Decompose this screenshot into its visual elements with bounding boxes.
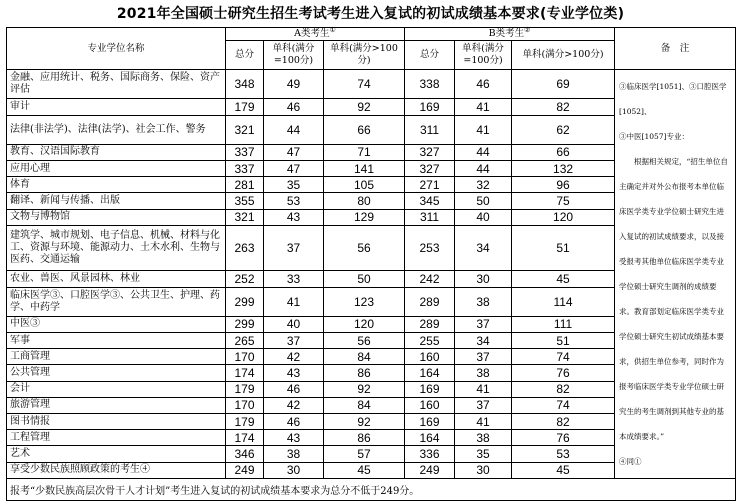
b-sgt100-cell: 66 <box>512 144 615 160</box>
notes-line-2: ③中医[1057]专业： <box>619 132 689 141</box>
a-s100-cell: 43 <box>264 430 324 446</box>
a-sgt100-cell: 74 <box>324 70 405 99</box>
a-total-cell: 355 <box>226 193 264 209</box>
subject-name-cell: 中医③ <box>7 316 226 332</box>
b-total-cell: 169 <box>405 99 455 115</box>
b-total-cell: 289 <box>405 316 455 332</box>
a-s100-cell: 37 <box>264 333 324 349</box>
b-sgt100-cell: 75 <box>512 193 615 209</box>
a-total-cell: 337 <box>226 144 264 160</box>
a-total-cell: 179 <box>226 99 264 115</box>
a-sgt100-cell: 84 <box>324 397 405 413</box>
b-total-cell: 164 <box>405 430 455 446</box>
a-sgt100-cell: 141 <box>324 161 405 177</box>
a-total-cell: 263 <box>226 225 264 271</box>
a-sgt100-cell: 129 <box>324 209 405 225</box>
a-sgt100-cell: 105 <box>324 177 405 193</box>
a-sgt100-cell: 66 <box>324 115 405 144</box>
a-s100-cell: 47 <box>264 161 324 177</box>
subject-name-cell: 审计 <box>7 99 226 115</box>
a-s100-cell: 43 <box>264 209 324 225</box>
a-total-cell: 321 <box>226 209 264 225</box>
b-s100-cell: 41 <box>455 414 512 430</box>
b-total-cell: 311 <box>405 115 455 144</box>
subject-name-cell: 翻译、新闻与传播、出版 <box>7 193 226 209</box>
header-a-single-gt100: 单科(满分>100分) <box>324 41 405 70</box>
b-total-cell: 271 <box>405 177 455 193</box>
subject-name-cell: 图书情报 <box>7 414 226 430</box>
a-s100-cell: 33 <box>264 271 324 287</box>
a-total-cell: 337 <box>226 161 264 177</box>
b-s100-cell: 40 <box>455 209 512 225</box>
b-sgt100-cell: 69 <box>512 70 615 99</box>
a-sgt100-cell: 92 <box>324 99 405 115</box>
b-sgt100-cell: 53 <box>512 446 615 462</box>
a-sgt100-cell: 56 <box>324 225 405 271</box>
b-s100-cell: 35 <box>455 446 512 462</box>
header-a-single-100: 单科(满分=100分) <box>264 41 324 70</box>
a-sgt100-cell: 45 <box>324 462 405 478</box>
a-sgt100-cell: 123 <box>324 287 405 316</box>
b-total-cell: 327 <box>405 144 455 160</box>
subject-name-cell: 金融、应用统计、税务、国际商务、保险、资产评估 <box>7 70 226 99</box>
b-total-cell: 242 <box>405 271 455 287</box>
b-total-cell: 160 <box>405 349 455 365</box>
a-s100-cell: 37 <box>264 225 324 271</box>
a-sgt100-cell: 84 <box>324 349 405 365</box>
a-sgt100-cell: 92 <box>324 414 405 430</box>
b-sgt100-cell: 82 <box>512 381 615 397</box>
b-s100-cell: 34 <box>455 225 512 271</box>
b-total-cell: 169 <box>405 381 455 397</box>
subject-name-cell: 农业、兽医、风景园林、林业 <box>7 271 226 287</box>
b-sgt100-cell: 120 <box>512 209 615 225</box>
b-sgt100-cell: 51 <box>512 333 615 349</box>
a-s100-cell: 35 <box>264 177 324 193</box>
b-s100-cell: 37 <box>455 397 512 413</box>
b-s100-cell: 41 <box>455 99 512 115</box>
b-total-cell: 327 <box>405 161 455 177</box>
subject-name-cell: 法律(非法学)、法律(法学)、社会工作、警务 <box>7 115 226 144</box>
b-total-cell: 160 <box>405 397 455 413</box>
a-s100-cell: 40 <box>264 316 324 332</box>
b-sgt100-cell: 76 <box>512 430 615 446</box>
a-total-cell: 179 <box>226 381 264 397</box>
subject-name-cell: 工程管理 <box>7 430 226 446</box>
a-sgt100-cell: 86 <box>324 430 405 446</box>
a-total-cell: 346 <box>226 446 264 462</box>
b-s100-cell: 38 <box>455 287 512 316</box>
a-s100-cell: 44 <box>264 115 324 144</box>
a-total-cell: 174 <box>226 430 264 446</box>
b-s100-cell: 30 <box>455 271 512 287</box>
footnote: 报考“少数民族高层次骨干人才计划”考生进入复试的初试成绩基本要求为总分不低于249分。 <box>7 479 736 501</box>
b-sgt100-cell: 74 <box>512 397 615 413</box>
b-s100-cell: 46 <box>455 70 512 99</box>
b-total-cell: 169 <box>405 414 455 430</box>
header-a-group: A类考生① <box>226 28 405 41</box>
a-total-cell: 170 <box>226 397 264 413</box>
header-notes: 备 注 <box>615 28 736 70</box>
subject-name-cell: 会计 <box>7 381 226 397</box>
a-sgt100-cell: 56 <box>324 333 405 349</box>
header-b-single-100: 单科(满分=100分) <box>455 41 512 70</box>
b-s100-cell: 50 <box>455 193 512 209</box>
b-s100-cell: 37 <box>455 316 512 332</box>
b-sgt100-cell: 114 <box>512 287 615 316</box>
a-s100-cell: 43 <box>264 365 324 381</box>
subject-name-cell: 工商管理 <box>7 349 226 365</box>
b-s100-cell: 32 <box>455 177 512 193</box>
subject-name-cell: 享受少数民族照顾政策的考生④ <box>7 462 226 478</box>
a-sgt100-cell: 92 <box>324 381 405 397</box>
a-s100-cell: 42 <box>264 349 324 365</box>
a-sgt100-cell: 120 <box>324 316 405 332</box>
a-total-cell: 252 <box>226 271 264 287</box>
notes-line-last: ④同① <box>619 457 642 466</box>
a-s100-cell: 49 <box>264 70 324 99</box>
b-s100-cell: 38 <box>455 365 512 381</box>
b-sgt100-cell: 74 <box>512 349 615 365</box>
a-sgt100-cell: 50 <box>324 271 405 287</box>
b-s100-cell: 37 <box>455 349 512 365</box>
a-sgt100-cell: 86 <box>324 365 405 381</box>
b-total-cell: 253 <box>405 225 455 271</box>
a-total-cell: 299 <box>226 287 264 316</box>
header-a-total: 总分 <box>226 41 264 70</box>
score-table <box>6 27 736 501</box>
b-total-cell: 255 <box>405 333 455 349</box>
subject-name-cell: 公共管理 <box>7 365 226 381</box>
subject-name-cell: 艺术 <box>7 446 226 462</box>
a-total-cell: 265 <box>226 333 264 349</box>
b-sgt100-cell: 132 <box>512 161 615 177</box>
subject-name-cell: 建筑学、城市规划、电子信息、机械、材料与化工、资源与环境、能源动力、土木水利、生物与医药、交通运输 <box>7 225 226 271</box>
a-s100-cell: 47 <box>264 144 324 160</box>
a-total-cell: 348 <box>226 70 264 99</box>
b-s100-cell: 41 <box>455 381 512 397</box>
subject-name-cell: 应用心理 <box>7 161 226 177</box>
b-sgt100-cell: 82 <box>512 414 615 430</box>
b-total-cell: 338 <box>405 70 455 99</box>
a-s100-cell: 42 <box>264 397 324 413</box>
subject-name-cell: 军事 <box>7 333 226 349</box>
a-s100-cell: 46 <box>264 414 324 430</box>
subject-name-cell: 体育 <box>7 177 226 193</box>
b-s100-cell: 44 <box>455 161 512 177</box>
b-sgt100-cell: 45 <box>512 271 615 287</box>
a-total-cell: 174 <box>226 365 264 381</box>
a-total-cell: 170 <box>226 349 264 365</box>
b-s100-cell: 44 <box>455 144 512 160</box>
subject-name-cell: 临床医学③、口腔医学③、公共卫生、护理、药学、中药学 <box>7 287 226 316</box>
page-title: 2021年全国硕士研究生招生考试考生进入复试的初试成绩基本要求(专业学位类) <box>116 6 625 22</box>
subject-name-cell: 文物与博物馆 <box>7 209 226 225</box>
notes-cell <box>615 70 736 479</box>
a-s100-cell: 38 <box>264 446 324 462</box>
b-sgt100-cell: 62 <box>512 115 615 144</box>
b-s100-cell: 30 <box>455 462 512 478</box>
a-total-cell: 299 <box>226 316 264 332</box>
a-s100-cell: 41 <box>264 287 324 316</box>
header-b-group: B类考生② <box>405 28 615 41</box>
a-sgt100-cell: 80 <box>324 193 405 209</box>
a-sgt100-cell: 57 <box>324 446 405 462</box>
a-s100-cell: 46 <box>264 381 324 397</box>
b-total-cell: 289 <box>405 287 455 316</box>
a-s100-cell: 30 <box>264 462 324 478</box>
header-b-single-gt100: 单科(满分>100分) <box>512 41 615 70</box>
b-total-cell: 164 <box>405 365 455 381</box>
a-s100-cell: 46 <box>264 99 324 115</box>
footnote-row <box>7 479 736 501</box>
a-total-cell: 179 <box>226 414 264 430</box>
header-subject-name: 专业学位名称 <box>7 28 226 70</box>
b-sgt100-cell: 51 <box>512 225 615 271</box>
a-total-cell: 281 <box>226 177 264 193</box>
b-total-cell: 249 <box>405 462 455 478</box>
b-sgt100-cell: 96 <box>512 177 615 193</box>
header-b-total: 总分 <box>405 41 455 70</box>
b-s100-cell: 41 <box>455 115 512 144</box>
a-sgt100-cell: 71 <box>324 144 405 160</box>
a-total-cell: 321 <box>226 115 264 144</box>
subject-name-cell: 旅游管理 <box>7 397 226 413</box>
b-sgt100-cell: 82 <box>512 99 615 115</box>
b-sgt100-cell: 76 <box>512 365 615 381</box>
b-s100-cell: 38 <box>455 430 512 446</box>
b-sgt100-cell: 45 <box>512 462 615 478</box>
b-total-cell: 345 <box>405 193 455 209</box>
a-total-cell: 249 <box>226 462 264 478</box>
notes-body: 根据相关规定，“招生单位自主确定并对外公布报考本单位临床医学类专业学位硕士研究生进入复试的初试成绩要求，以及接受报考其他单位临床医学类专业学位硕士研究生调剂的成绩要求。教育部划定临床医学类专业学位硕士研究生初试成绩基本要求，供招生单位参考，同时作为报考临床医学类专业学位硕士研究生的考生调剂到其他专业的基本成绩要求。” <box>619 157 728 441</box>
b-s100-cell: 34 <box>455 333 512 349</box>
b-sgt100-cell: 111 <box>512 316 615 332</box>
a-s100-cell: 53 <box>264 193 324 209</box>
b-total-cell: 336 <box>405 446 455 462</box>
notes-line-1: ③临床医学[1051]、③口腔医学[1052]、 <box>619 82 727 116</box>
subject-name-cell: 教育、汉语国际教育 <box>7 144 226 160</box>
b-total-cell: 311 <box>405 209 455 225</box>
table-row <box>7 70 736 99</box>
